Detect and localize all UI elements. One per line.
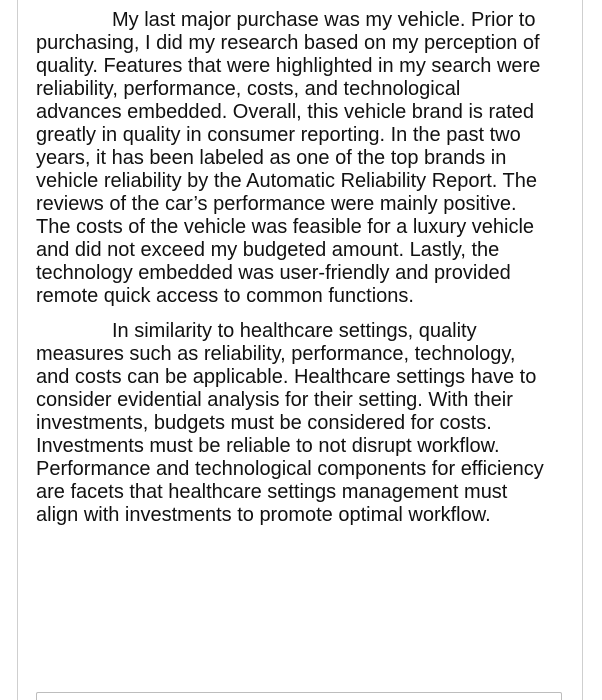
paragraph-healthcare-quality: In similarity to healthcare settings, quality measures such as reliability, performance, technology, and costs can be applicable. Healthcare settings have to consider evidential analysis for their setting. With their investments, budgets must be considered for costs. Investments must be reliable to not disrupt workflow. Performance and technological components for efficiency are facets that healthcare settings management must align with investments to promote optimal workflow. [36, 320, 544, 526]
response-input-box[interactable] [36, 692, 562, 700]
document-body [36, 9, 546, 527]
paragraph-vehicle-purchase: My last major purchase was my vehicle. Prior to purchasing, I did my research based on my perception of quality. Features that were highlighted in my search were reliability, performance, costs, and technological advances embedded. Overall, this vehicle brand is rated greatly in quality in consumer reporting. In the past two years, it has been labeled as one of the top brands in vehicle reliability by the Automatic Reliability Report. The reviews of the car’s performance were mainly positive. The costs of the vehicle was feasible for a luxury vehicle and did not exceed my budgeted amount. Lastly, the technology embedded was user-friendly and provided remote quick access to common functions. [36, 9, 541, 307]
